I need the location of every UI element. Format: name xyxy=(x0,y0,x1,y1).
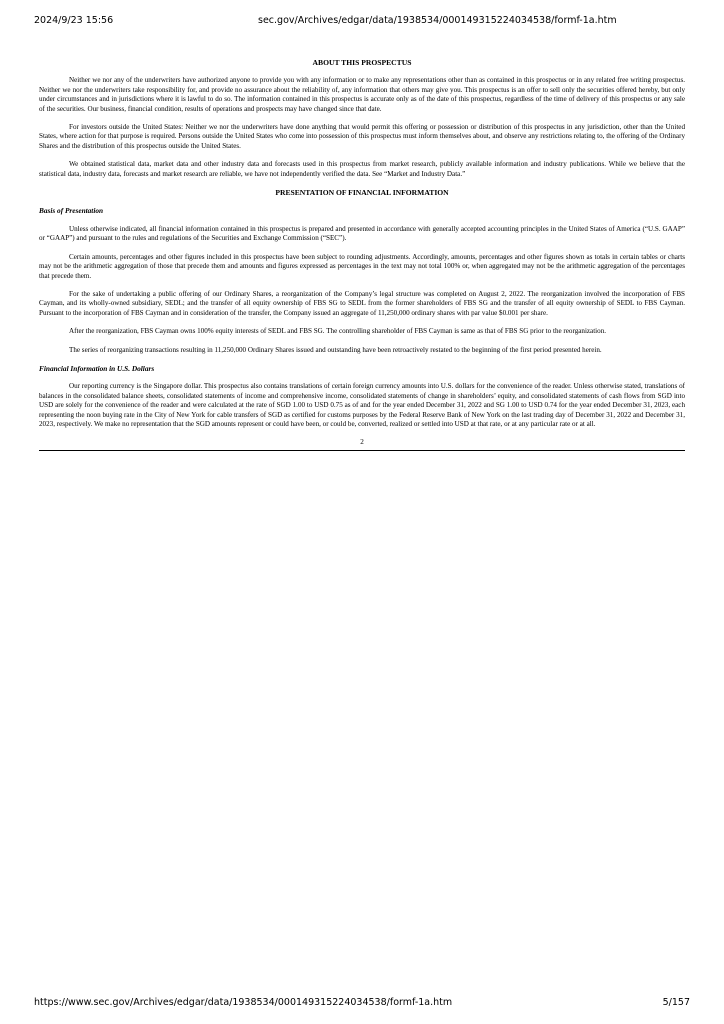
document-page xyxy=(39,58,685,451)
basis-paragraph-1: Unless otherwise indicated, all financial information contained in this prospectus is prepared and presented in accordance with generally accepted accounting principles in the United States of America (“U.S. GAAP” or “GAAP”) and pursuant to the rules and regulations of the Securities and Exchange Commission (“SEC”). xyxy=(39,224,685,243)
about-paragraph-3: We obtained statistical data, market data and other industry data and forecasts used in this prospectus from market research, publicly available information and industry publications. While we believe that the statistical data, industry data, forecasts and market research are reliable, we have not independently verified the data. See “Market and Industry Data.” xyxy=(39,160,685,178)
print-datetime: 2024/9/23 15:56 xyxy=(34,15,114,26)
print-page-count: 5/157 xyxy=(662,997,690,1008)
basis-paragraph-4: After the reorganization, FBS Cayman owns 100% equity interests of SEDL and FBS SG. The controlling shareholder of FBS Cayman is same as that of FBS SG prior to the reorganization. xyxy=(69,327,607,336)
page-number: 2 xyxy=(360,438,364,447)
print-header-url: sec.gov/Archives/edgar/data/1938534/000149315224034538/formf-1a.htm xyxy=(258,15,617,26)
about-prospectus-heading: ABOUT THIS PROSPECTUS xyxy=(312,58,412,67)
page-bottom-rule xyxy=(39,450,685,451)
basis-of-presentation-heading: Basis of Presentation xyxy=(39,206,104,216)
basis-paragraph-3: For the sake of undertaking a public offering of our Ordinary Shares, a reorganization of the Company’s legal structure was completed on August 2, 2022. The reorganization involved the incorporation of FBS Cayman, and its wholly-owned subsidiary, SEDL; and the transfer of all equity ownership of FBS SG to SEDL from the former shareholders of FBS SG and the transfer of all equity ownership of SEDL to FBS Cayman. Pursuant to the incorporation of FBS Cayman and in consideration of the transfer, the Company issued an aggregate of 11,250,000 ordinary shares with par value $0.001 per share. xyxy=(39,289,685,317)
print-footer-url: https://www.sec.gov/Archives/edgar/data/1938534/000149315224034538/formf-1a.htm xyxy=(34,997,453,1008)
about-paragraph-1: Neither we nor any of the underwriters have authorized anyone to provide you with any information or to make any representations other than as contained in this prospectus or in any related free writing prospectus. Neither we nor the underwriters take responsibility for, and provide no assurance about the reliability of, any information that others may give you. This prospectus is an offer to sell only the securities offered hereby, but only under circumstances and in jurisdictions where it is lawful to do so. The information contained in this prospectus is accurate only as of the date of this prospectus, regardless of the time of delivery of this prospectus or any sale of the securities. Our business, financial condition, results of operations and prospects may have changed since that date. xyxy=(39,76,685,113)
financial-info-usd-heading: Financial Information in U.S. Dollars xyxy=(39,363,155,373)
financial-paragraph-1: Our reporting currency is the Singapore dollar. This prospectus also contains translations of certain foreign currency amounts into U.S. dollars for the convenience of the reader. Unless otherwise stated, translations of balances in the consolidated balance sheets, consolidated statements of income and comprehensive income, consolidated statements of change in shareholders’ equity, and consolidated statements of cash flows from SGD into USD are solely for the convenience of the reader and were calculated at the rate of SGD 1.00 to USD 0.75 as of and for the year ended December 31, 2022 and SG 1.00 to USD 0.74 for the year ended December 31, 2023, each representing the noon buying rate in the City of New York for cable transfers of SGD as certified for customs purposes by the Federal Reserve Bank of New York on the last trading day of December 31, 2022 and December 31, 2023, respectively. We make no representation that the SGD amounts represent or could have been, or could be, converted, realized or settled into USD at that rate, or at any particular rate or at all. xyxy=(39,382,685,428)
presentation-heading: PRESENTATION OF FINANCIAL INFORMATION xyxy=(275,188,449,198)
basis-paragraph-5: The series of reorganizing transactions resulting in 11,250,000 Ordinary Shares issued and outstanding have been retroactively restated to the beginning of the first period presented herein. xyxy=(69,345,602,354)
about-paragraph-2: For investors outside the United States: Neither we nor the underwriters have done anything that would permit this offering or possession or distribution of this prospectus in any jurisdiction, other than the United States, where action for that purpose is required. Persons outside the United States who come into possession of this prospectus must inform themselves about, and observe any restrictions relating to, the offering of the Ordinary Shares and the distribution of this prospectus outside the United States. xyxy=(39,123,685,150)
basis-paragraph-2: Certain amounts, percentages and other figures included in this prospectus have been subject to rounding adjustments. Accordingly, amounts, percentages and other figures shown as totals in certain tables or charts may not be the arithmetic aggregation of those that precede them and amounts and figures expressed as percentages in the text may not total 100% or, when aggregated may not be the arithmetic aggregation of the percentages that precede them. xyxy=(39,252,685,280)
